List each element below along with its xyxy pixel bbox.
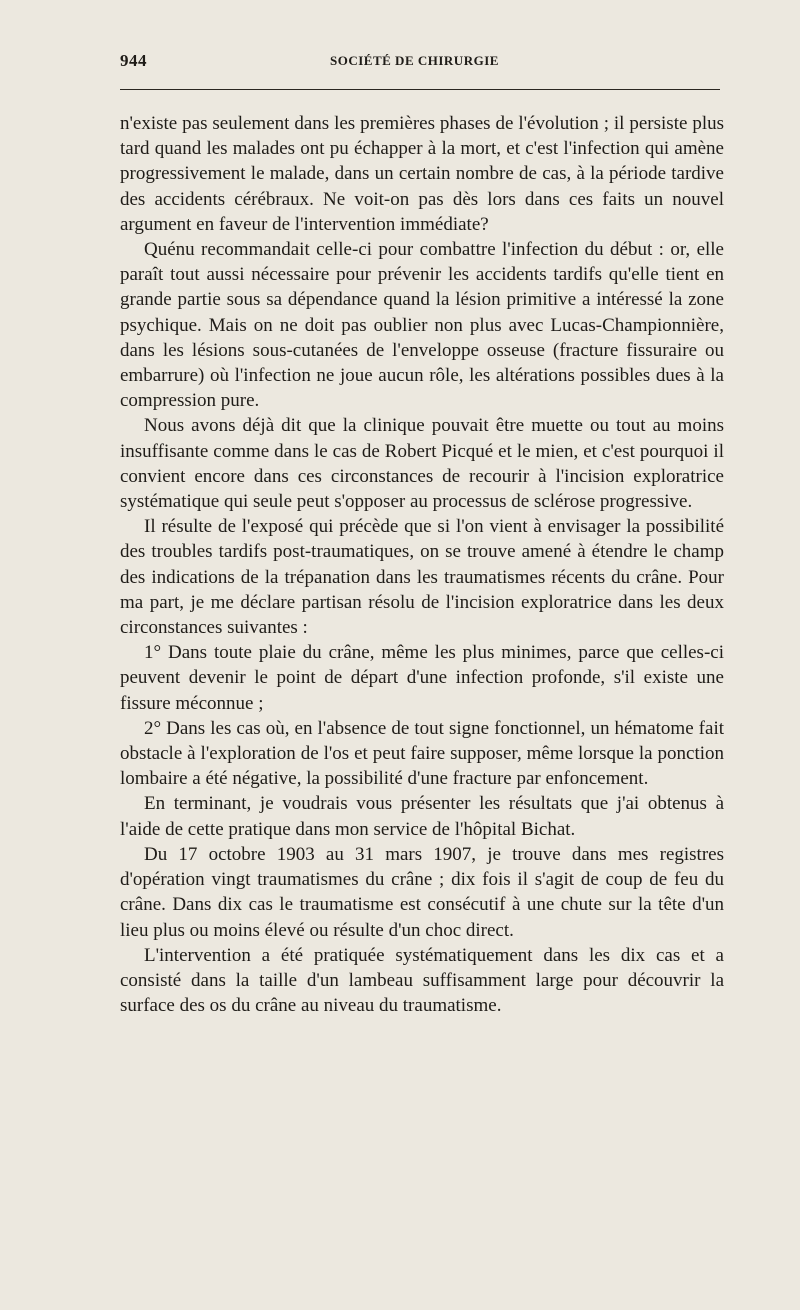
header-rule <box>120 89 720 90</box>
paragraph: Nous avons déjà dit que la clinique pouvait être muette ou tout au moins insuffisante comme dans le cas de Robert Picqué et le mien, et c'est pourquoi il convient encore dans ces circonstances de recourir à l'incision exploratrice systématique qui seule peut s'opposer au processus de sclérose progressive. <box>120 415 724 513</box>
page-header <box>120 51 720 75</box>
running-title: SOCIÉTÉ DE CHIRURGIE <box>330 53 499 68</box>
page-number: 944 <box>120 51 147 70</box>
paragraph: L'intervention a été pratiquée systématiquement dans les dix cas et a consisté dans la taille d'un lambeau suffisamment large pour découvrir la surface des os du crâne au niveau du traumatisme. <box>120 944 724 1017</box>
body-text <box>120 111 724 1018</box>
paragraph-list-item-1: 1° Dans toute plaie du crâne, même les plus minimes, parce que celles-ci peuvent devenir le point de départ d'une infection profonde, s'il existe une fissure méconnue ; <box>120 642 724 714</box>
paragraph-list-item-2: 2° Dans les cas où, en l'absence de tout signe fonctionnel, un hématome fait obstacle à l'exploration de l'os et peut faire supposer, même lorsque la ponction lombaire a été négative, la possibilité d'une fracture par enfoncement. <box>120 717 724 790</box>
paragraph: En terminant, je voudrais vous présenter les résultats que j'ai obtenus à l'aide de cette pratique dans mon service de l'hôpital Bichat. <box>120 793 724 840</box>
paragraph: Quénu recommandait celle-ci pour combattre l'infection du début : or, elle paraît tout aussi nécessaire pour prévenir les accidents tardifs qu'elle tient en grande partie sous sa dépendance quand la lésion primitive a intéressé la zone psychique. Mais on ne doit pas oublier non plus avec Lucas-Championnière, dans les lésions sous-cutanées de l'enveloppe osseuse (fracture fissuraire ou embarrure) où l'infection ne joue aucun rôle, les altérations possibles dues à la compression pure. <box>120 239 724 412</box>
paragraph: Il résulte de l'exposé qui précède que si l'on vient à envisager la possibilité des troubles tardifs post-traumatiques, on se trouve amené à étendre le champ des indications de la trépanation dans les traumatismes récents du crâne. Pour ma part, je me déclare partisan résolu de l'incision exploratrice dans les deux circonstances suivantes : <box>120 516 724 639</box>
paragraph-continued: n'existe pas seulement dans les premières phases de l'évolution ; il persiste plus tard quand les malades ont pu échapper à la mort, et c'est l'infection qui amène progressivement le malade, dans un certain nombre de cas, à la période tardive des accidents cérébraux. Ne voit-on pas dès lors dans ces faits un nouvel argument en faveur de l'intervention immédiate? <box>120 113 724 235</box>
paragraph: Du 17 octobre 1903 au 31 mars 1907, je trouve dans mes registres d'opération vingt traumatismes du crâne ; dix fois il s'agit de coup de feu du crâne. Dans dix cas le traumatisme est consécutif à une chute sur la tête d'un lieu plus ou moins élevé ou résulte d'un choc direct. <box>120 843 724 941</box>
